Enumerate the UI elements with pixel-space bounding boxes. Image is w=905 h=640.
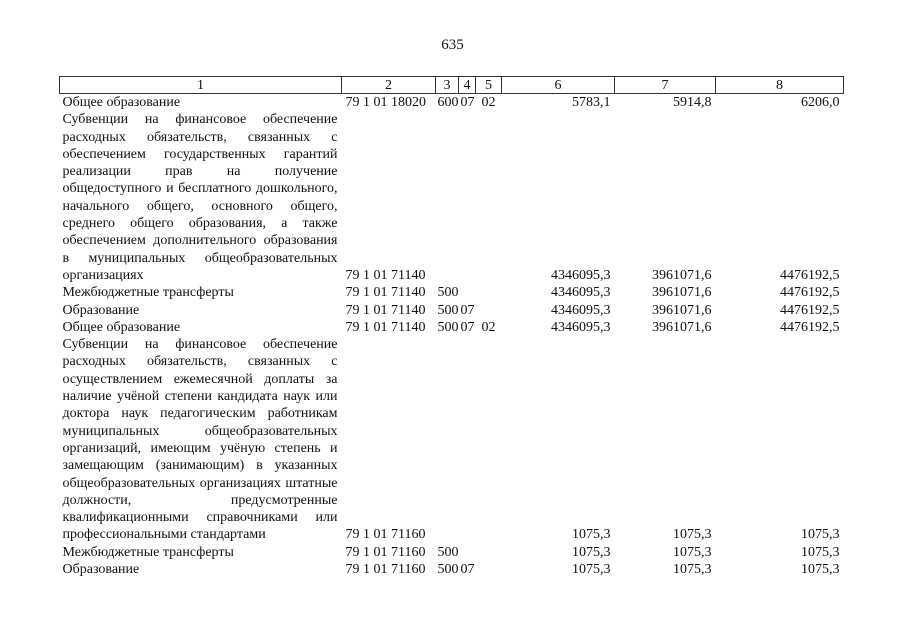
row-value-col8: 4476192,5	[780, 285, 840, 301]
table-header-row	[60, 77, 844, 94]
header-cell: 6	[502, 77, 615, 94]
row-name: Субвенции на финансовое обеспечение расходных обязательств, связанных с обеспечением государственных гарантий реализации прав на получение общедоступного и бесплатного дошкольного, начального общего, основного общего, среднего общего образования, а также обеспечением дополнительного образования в муниципальных общеобразовательных организациях	[62, 112, 338, 283]
row-subsection: 02	[481, 95, 496, 110]
row-name: Межбюджетные трансферты	[62, 285, 234, 301]
row-subsection: 02	[481, 319, 496, 335]
header-cell: 8	[716, 77, 844, 94]
header-cell: 5	[476, 77, 502, 94]
row-value-col8: 4476192,5	[780, 319, 840, 335]
row-name: Образование	[62, 562, 140, 578]
row-value-col8: 1075,3	[801, 527, 840, 543]
row-subsection	[476, 336, 502, 544]
row-name: Общее образование	[62, 319, 181, 335]
row-value-col6: 4346095,3	[551, 267, 611, 283]
row-value-col7: 3961071,6	[652, 285, 712, 301]
row-value-col7: 3961071,6	[652, 319, 712, 335]
table-row	[60, 284, 844, 301]
row-expense-type: 500	[437, 544, 459, 560]
row-name: Общее образование	[62, 95, 181, 110]
row-expense-type: 500	[437, 319, 459, 335]
row-value-col6: 1075,3	[572, 527, 611, 543]
row-expense-type	[436, 111, 459, 284]
row-value-col7: 3961071,6	[652, 267, 712, 283]
row-section: 07	[460, 562, 475, 578]
row-code: 79 1 01 71160	[345, 527, 426, 543]
row-code: 79 1 01 71140	[345, 302, 426, 318]
row-value-col8: 6206,0	[801, 95, 840, 110]
row-code: 79 1 01 71140	[345, 267, 426, 283]
budget-table	[59, 76, 844, 578]
header-cell: 2	[342, 77, 436, 94]
header-cell: 4	[459, 77, 476, 94]
row-value-col6: 4346095,3	[551, 319, 611, 335]
header-cell: 1	[60, 77, 342, 94]
row-value-col7: 1075,3	[673, 562, 712, 578]
row-value-col7: 5914,8	[673, 95, 712, 110]
row-section: 07	[460, 319, 475, 335]
row-expense-type: 500	[437, 302, 459, 318]
row-value-col8: 4476192,5	[780, 302, 840, 318]
header-cell: 7	[615, 77, 716, 94]
row-section	[459, 336, 476, 544]
row-code: 79 1 01 71140	[345, 319, 426, 335]
row-value-col8: 4476192,5	[780, 267, 840, 283]
row-expense-type: 500	[437, 285, 459, 301]
row-section	[459, 111, 476, 284]
row-section: 07	[460, 95, 475, 110]
table-row	[60, 336, 844, 544]
row-value-col7: 3961071,6	[652, 302, 712, 318]
row-value-col8: 1075,3	[801, 544, 840, 560]
page-number: 635	[441, 37, 464, 53]
row-subsection	[476, 284, 502, 301]
row-value-col8: 1075,3	[801, 562, 840, 578]
row-section	[459, 544, 476, 561]
header-cell: 3	[436, 77, 459, 94]
row-name: Межбюджетные трансферты	[62, 544, 234, 560]
row-code: 79 1 01 71160	[345, 562, 426, 578]
row-value-col6: 1075,3	[572, 562, 611, 578]
row-section: 07	[460, 302, 475, 318]
row-section	[459, 284, 476, 301]
table-row	[60, 319, 844, 336]
table-row	[60, 94, 844, 112]
row-value-col7: 1075,3	[673, 527, 712, 543]
row-subsection	[476, 561, 502, 578]
row-expense-type	[436, 336, 459, 544]
row-expense-type: 500	[437, 562, 459, 578]
row-subsection	[476, 544, 502, 561]
row-expense-type: 600	[437, 95, 459, 110]
row-value-col6: 4346095,3	[551, 285, 611, 301]
row-code: 79 1 01 18020	[345, 95, 426, 110]
row-value-col6: 1075,3	[572, 544, 611, 560]
row-code: 79 1 01 71160	[345, 544, 426, 560]
table-row	[60, 561, 844, 578]
table-row	[60, 111, 844, 284]
row-value-col6: 5783,1	[572, 95, 611, 110]
row-value-col6: 4346095,3	[551, 302, 611, 318]
row-subsection	[476, 111, 502, 284]
table-row	[60, 302, 844, 319]
row-subsection	[476, 302, 502, 319]
row-code: 79 1 01 71140	[345, 285, 426, 301]
row-value-col7: 1075,3	[673, 544, 712, 560]
row-name: Образование	[62, 302, 140, 318]
table-row	[60, 544, 844, 561]
row-name: Субвенции на финансовое обеспечение расходных обязательств, связанных с осуществлением ежемесячной доплаты за наличие учёной степени кандидата наук или доктора наук педагогическим работникам муниципальных общеобразовательных организаций, имеющим учёную степень и замещающим (занимающим) в указанных общеобразовательных организациях штатные должности, предусмотренные квалификационными справочниками или профессиональными стандартами	[62, 337, 338, 543]
